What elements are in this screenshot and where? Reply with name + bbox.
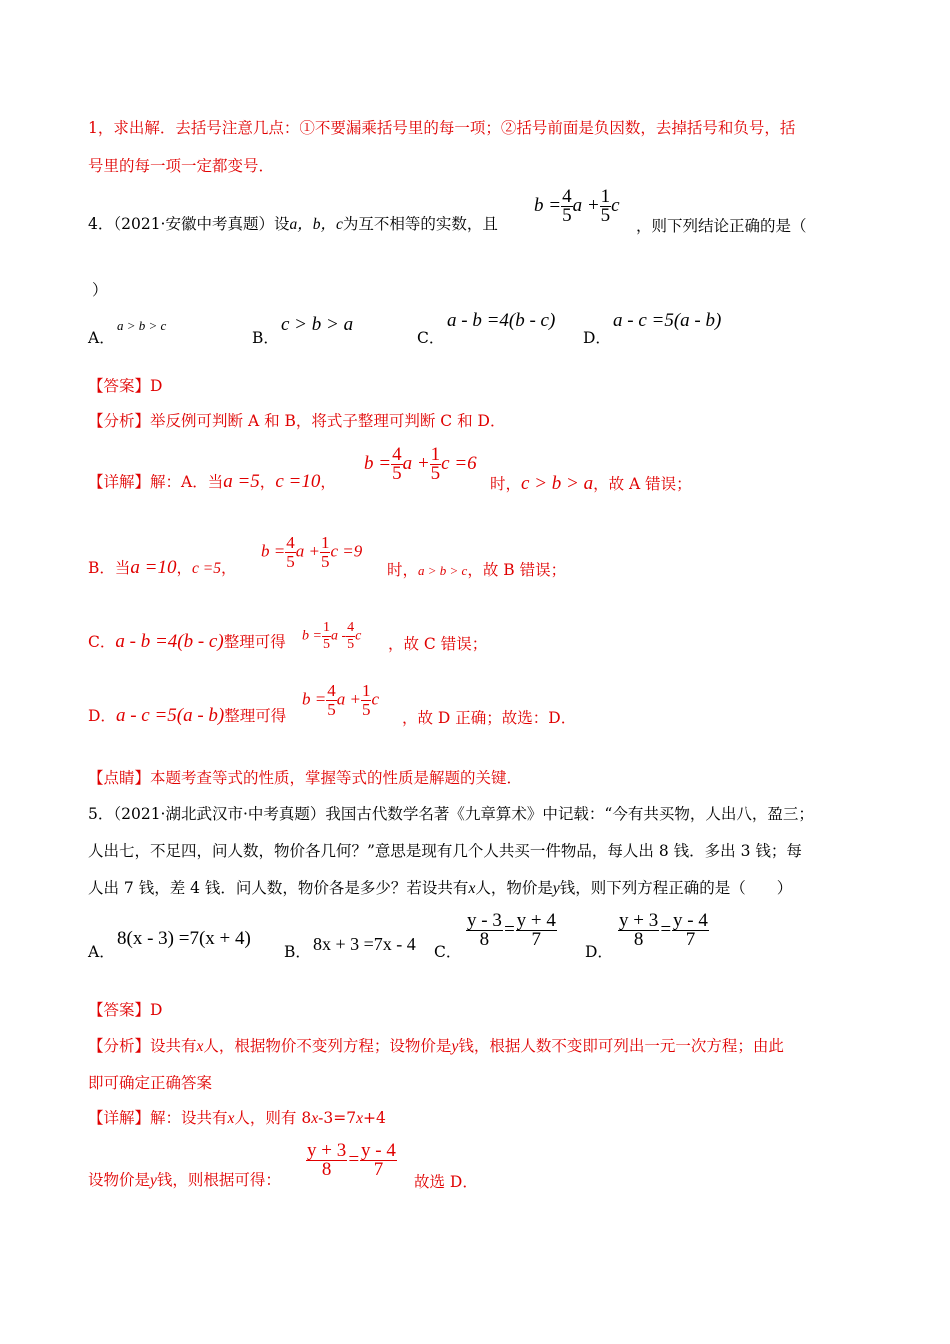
q5-option-a-expr: 8(x - 3) =7(x + 4) bbox=[117, 928, 251, 949]
q4-option-a[interactable]: A． bbox=[88, 329, 115, 347]
q5-analysis: 【分析】设共有x人，根据物价不变列方程；设物价是y钱，根据人数不变即可列出一元一次方程；由此 bbox=[88, 1037, 784, 1055]
q4-option-b-expr: c > b > a bbox=[281, 314, 354, 335]
q4-comment: 【点睛】本题考查等式的性质，掌握等式的性质是解题的关键． bbox=[88, 769, 523, 787]
q5-option-c[interactable]: C． bbox=[434, 943, 462, 961]
q4-option-d[interactable]: D． bbox=[583, 329, 611, 347]
q4-detail-c: C．a - b =4(b - c)整理可得 bbox=[88, 631, 286, 652]
q4-detail-d: D．a - c =5(a - b)整理可得 bbox=[88, 705, 287, 726]
q5-option-d[interactable]: D． bbox=[585, 943, 613, 961]
q4-stem-formula: b = $\frac{4}{5}$ a + $\frac{1}{5}$ c bbox=[534, 186, 620, 226]
fraction: $\frac{y + 3}{8}$ bbox=[307, 1140, 347, 1180]
fraction: $\frac{1}{5}$ bbox=[322, 620, 330, 652]
fraction: $\frac{4}{5}$ bbox=[562, 186, 572, 226]
intro-line-1: 1，求出解．去括号注意几点：①不要漏乘括号里的每一项；②括号前面是负因数，去掉括号和负号，括 bbox=[88, 119, 796, 137]
fraction: $\frac{4}{5}$ bbox=[392, 444, 402, 484]
q5-line-2: 人出七，不足四，问人数，物价各几何？”意思是现有几个人共买一件物品，每人出 8 钱．多出 3 钱；每 bbox=[88, 842, 802, 860]
q4-stem-close: ） bbox=[92, 281, 108, 299]
q4-stem-prefix: 4．（2021·安徽中考真题）设 bbox=[88, 215, 290, 233]
q4-option-b[interactable]: B． bbox=[252, 329, 279, 347]
q4-detail-a: 【详解】解：A．当a =5，c =10， bbox=[88, 471, 336, 492]
q4-option-c-expr: a - b =4(b - c) bbox=[447, 310, 556, 331]
q5-answer: 【答案】D bbox=[88, 1001, 163, 1019]
q4-option-a-expr: a > b > c bbox=[117, 318, 167, 333]
fraction: $\frac{y - 4}{7}$ bbox=[673, 910, 708, 950]
q5-line-3: 人出 7 钱，差 4 钱．问人数，物价各是多少？若设共有x人，物价是y钱，则下列方程正确的是（ ） bbox=[88, 879, 793, 897]
q4-stem-suffix: ，则下列结论正确的是（ bbox=[636, 217, 807, 235]
q5-final-conclusion: 故选 D． bbox=[414, 1173, 478, 1191]
q4-detail-b-formula: b = $\frac{4}{5}$ a + $\frac{1}{5}$ c =9 bbox=[261, 533, 363, 571]
intro-line-2: 号里的每一项一定都变号． bbox=[88, 157, 275, 175]
fraction: $\frac{1}{5}$ bbox=[320, 533, 330, 571]
q4-detail-b-result: 时，a > b > c，故 B 错误； bbox=[387, 561, 567, 579]
fraction: $\frac{4}{5}$ bbox=[327, 681, 336, 719]
q5-option-d-expr: $\frac{y + 3}{8}$ = $\frac{y - 4}{7}$ bbox=[619, 910, 708, 950]
fraction: $\frac{y - 3}{8}$ bbox=[467, 910, 502, 950]
q5-option-b-expr: 8x + 3 =7x - 4 bbox=[313, 934, 416, 954]
fraction: $\frac{1}{5}$ bbox=[600, 186, 611, 226]
q4-stem bbox=[88, 214, 498, 235]
q5-option-c-expr: $\frac{y - 3}{8}$ = $\frac{y + 4}{7}$ bbox=[467, 910, 556, 950]
q4-stem-mid: 为互不相等的实数，且 bbox=[342, 215, 498, 233]
q5-detail: 【详解】解：设共有x人，则有 8x-3=7x+4 bbox=[88, 1109, 386, 1127]
q4-option-d-expr: a - c =5(a - b) bbox=[613, 310, 722, 331]
q5-final: 设物价是y钱，则根据可得： bbox=[88, 1171, 281, 1189]
q4-detail-a-formula: b = $\frac{4}{5}$ a + $\frac{1}{5}$ c =6 bbox=[364, 444, 477, 484]
q4-detail-c-formula: b = $\frac{1}{5}$ a - $\frac{4}{5}$ c bbox=[302, 620, 362, 652]
q4-detail-d-result: ，故 D 正确；故选：D． bbox=[402, 709, 577, 727]
q5-option-a[interactable]: A． bbox=[88, 943, 115, 961]
q4-detail-a-result: 时，c > b > a，故 A 错误； bbox=[490, 473, 692, 494]
fraction: $\frac{1}{5}$ bbox=[361, 681, 371, 719]
q4-detail-d-formula: b = $\frac{4}{5}$ a + $\frac{1}{5}$ c bbox=[302, 681, 380, 719]
q5-final-formula: $\frac{y + 3}{8}$ = $\frac{y - 4}{7}$ bbox=[307, 1140, 396, 1180]
q4-stem-vars: a，b，c bbox=[289, 216, 343, 233]
fraction: $\frac{1}{5}$ bbox=[430, 444, 441, 484]
q4-option-c[interactable]: C． bbox=[417, 329, 445, 347]
q4-answer: 【答案】D bbox=[88, 377, 163, 395]
q4-detail-c-result: ，故 C 错误； bbox=[388, 635, 488, 653]
q5-analysis-line-2: 即可确定正确答案 bbox=[88, 1074, 213, 1092]
q5-option-b[interactable]: B． bbox=[284, 943, 311, 961]
q4-detail-b: B．当a =10，c =5， bbox=[88, 557, 237, 578]
fraction: $\frac{y + 3}{8}$ bbox=[619, 910, 659, 950]
fraction: $\frac{4}{5}$ bbox=[347, 620, 355, 652]
q4-analysis: 【分析】举反例可判断 A 和 B，将式子整理可判断 C 和 D． bbox=[88, 412, 506, 430]
fraction: $\frac{y + 4}{7}$ bbox=[516, 910, 556, 950]
q5-line-1: 5．（2021·湖北武汉市·中考真题）我国古代数学名著《九章算术》中记载：“今有共买物，人出八，盈三； bbox=[88, 805, 814, 823]
fraction: $\frac{y - 4}{7}$ bbox=[361, 1140, 396, 1180]
fraction: $\frac{4}{5}$ bbox=[286, 533, 295, 571]
